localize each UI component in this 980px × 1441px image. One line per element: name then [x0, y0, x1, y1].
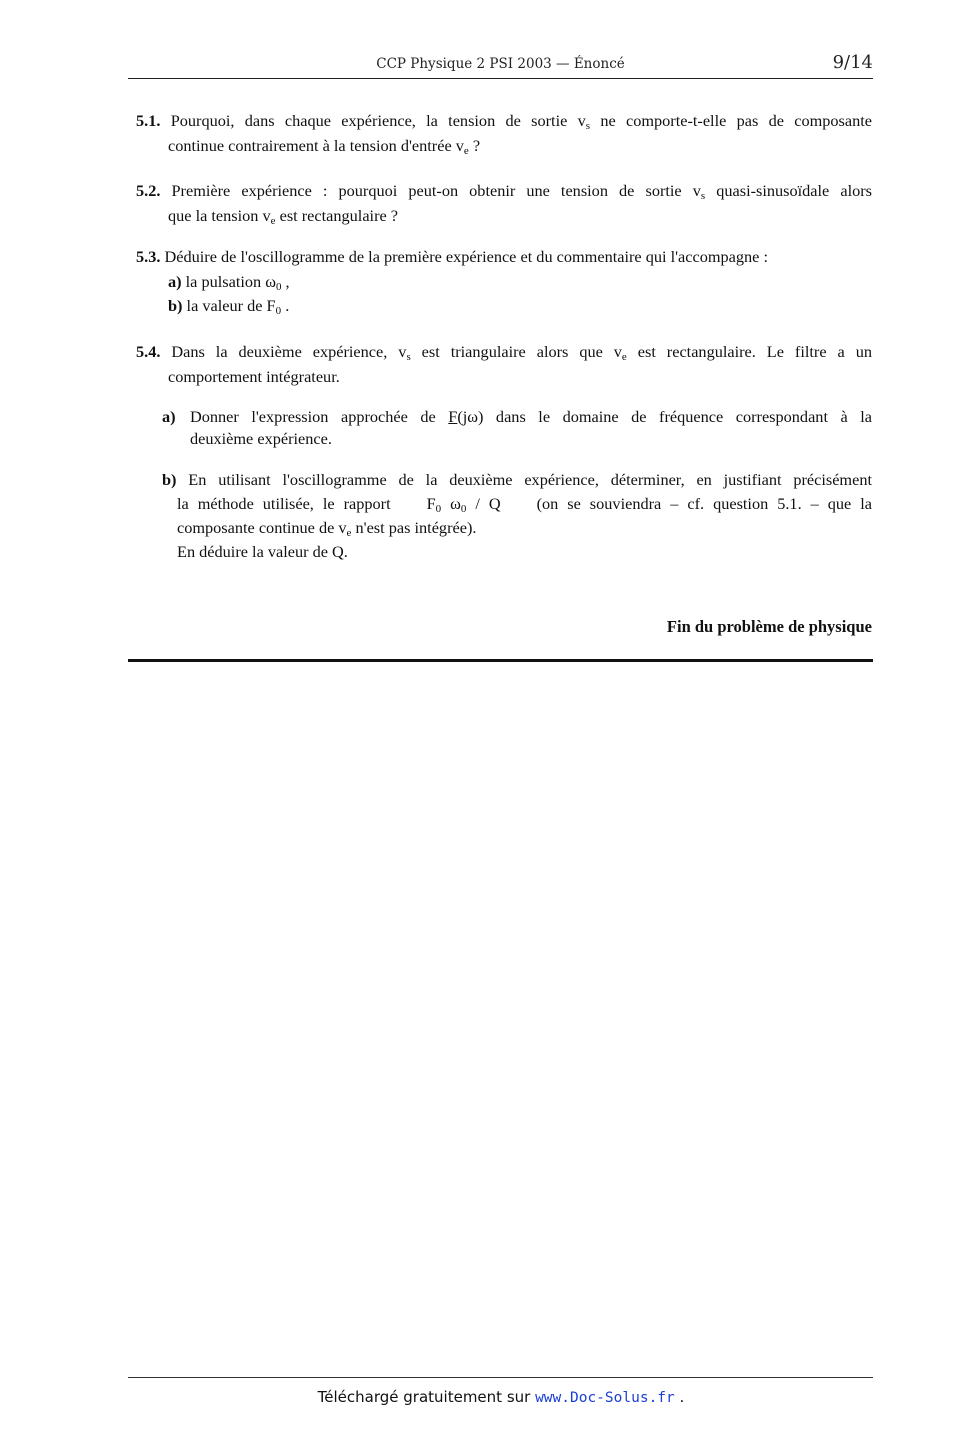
page-header	[128, 52, 873, 79]
question-5-3-b	[136, 294, 872, 319]
subscript: 0	[275, 280, 282, 293]
text: Déduire de l'oscillogramme de la première expérience et du commentaire qui l'accompagne :	[164, 247, 768, 266]
text: ?	[468, 135, 481, 155]
question-5-4-a-line1	[162, 406, 872, 428]
question-5-4-line1	[136, 340, 872, 365]
question-5-4-b	[162, 468, 872, 564]
text: est rectangulaire ?	[275, 205, 399, 225]
text: ,	[281, 271, 290, 291]
question-5-4-b-line1	[162, 468, 872, 492]
question-number: 5.3.	[136, 247, 161, 266]
end-of-problem-title: Fin du problème de physique	[666, 617, 872, 636]
subscript: e	[346, 527, 352, 539]
question-number: 5.4.	[136, 342, 161, 361]
item-label: a)	[162, 407, 176, 426]
subscript: e	[621, 351, 627, 363]
question-5-1-line1	[136, 109, 872, 134]
question-5-2-line2	[136, 204, 872, 229]
text: ne comporte-t-elle pas de composante	[590, 111, 873, 130]
text: est rectangulaire. Le filtre a un	[626, 342, 872, 361]
question-number: 5.2.	[136, 181, 161, 200]
text: .	[281, 296, 290, 315]
question-5-4-b-line3	[162, 516, 872, 540]
subscript: s	[700, 190, 706, 202]
footer-link[interactable]: www.Doc-Solus.fr	[535, 1390, 675, 1406]
subscript: s	[585, 120, 591, 132]
question-5-4-a	[162, 406, 872, 450]
subscript: s	[406, 351, 411, 363]
text: Pourquoi, dans chaque expérience, la tension de sortie v	[170, 111, 586, 130]
text: la pulsation ω	[181, 271, 276, 291]
question-5-4-line2: comportement intégrateur.	[168, 366, 340, 386]
text: continue contrairement à la tension d'entrée v	[168, 135, 464, 155]
transfer-function-symbol: F	[448, 407, 458, 426]
text: ω	[441, 494, 461, 513]
text: n'est pas intégrée).	[351, 518, 477, 537]
question-5-3-line1	[136, 245, 872, 270]
question-5-1	[136, 109, 872, 158]
text: la valeur de F	[182, 296, 276, 315]
end-rule	[128, 659, 873, 662]
item-label: b)	[162, 470, 177, 489]
footer-rule	[128, 1377, 873, 1378]
item-label: a)	[168, 271, 182, 291]
text: la méthode utilisée, le rapport F	[177, 494, 436, 513]
text: Première expérience : pourquoi peut-on obtenir une tension de sortie v	[171, 181, 701, 200]
page-number: 9/14	[832, 52, 873, 73]
text: Donner l'expression approchée de	[190, 407, 449, 426]
footer-end: .	[674, 1388, 685, 1406]
text: est triangulaire alors que v	[410, 342, 622, 361]
subscript: e	[270, 214, 276, 227]
text: quasi-sinusoïdale alors	[705, 181, 872, 200]
question-5-4-b-line2	[162, 492, 872, 516]
footer	[0, 1388, 980, 1406]
subscript: 0	[435, 503, 442, 515]
subscript: 0	[275, 305, 282, 317]
text: En utilisant l'oscillogramme de la deuxième expérience, déterminer, en justifiant précisément	[176, 470, 872, 489]
text: (jω) dans le domaine de fréquence correspondant à la	[457, 407, 872, 426]
question-5-3-a	[136, 270, 872, 295]
header-title: CCP Physique 2 PSI 2003 — Énoncé	[376, 56, 625, 72]
text: que la tension v	[168, 205, 271, 225]
subscript: e	[463, 144, 469, 157]
text: / Q (on se souviendra – cf. question 5.1. – que la	[466, 494, 873, 513]
question-number: 5.1.	[136, 111, 161, 130]
text: Dans la deuxième expérience, v	[171, 342, 407, 361]
question-5-4-a-line2: deuxième expérience.	[190, 429, 332, 448]
item-label: b)	[168, 296, 183, 315]
question-5-2	[136, 179, 872, 228]
question-5-1-line2	[136, 134, 872, 159]
subscript: 0	[460, 503, 467, 515]
question-5-2-line1	[136, 179, 872, 204]
question-5-3	[136, 245, 872, 319]
footer-text: Téléchargé gratuitement sur	[317, 1388, 536, 1406]
text: composante continue de v	[177, 518, 347, 537]
question-5-4-b-line4: En déduire la valeur de Q.	[177, 542, 348, 561]
question-5-4	[136, 340, 872, 389]
